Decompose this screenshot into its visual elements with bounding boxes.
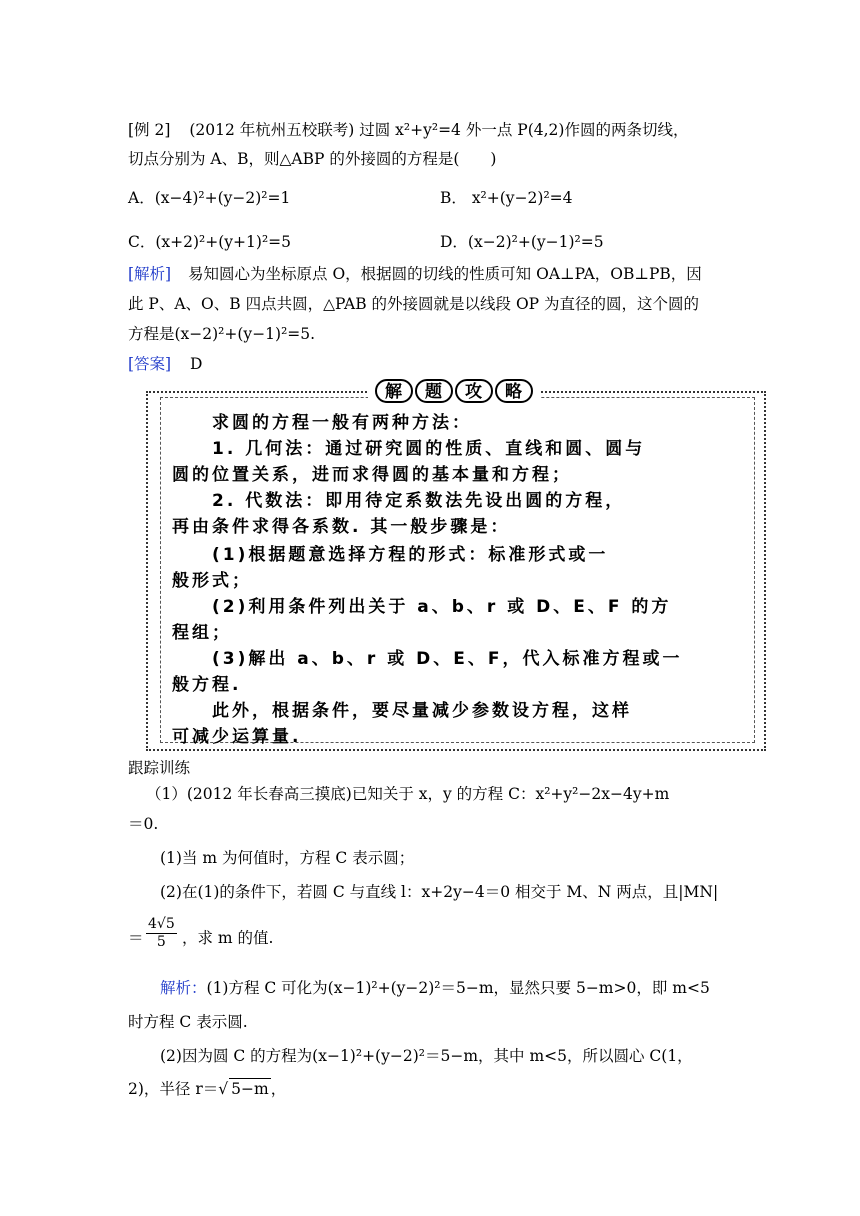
badge-char-1: 解 — [375, 379, 413, 403]
badge-char-2: 题 — [415, 379, 453, 403]
example-stem-first: 过圆 x²+y²=4 外一点 P(4,2)作圆的两条切线， — [359, 121, 689, 139]
option-d: D．(x−2)²+(y−1)²=5 — [440, 233, 604, 251]
option-a: A．(x−4)²+(y−2)²=1 — [128, 189, 291, 207]
example-stem-line2: 切点分别为 A、B，则△ABP 的外接圆的方程是( ) — [128, 150, 497, 168]
strategy-badge — [368, 377, 540, 405]
strategy-line-1: 求圆的方程一般有两种方法： — [212, 413, 472, 433]
strategy-line-2: 1. 几何法：通过研究圆的性质、直线和圆、圆与 — [212, 439, 646, 459]
strategy-line-8: (2)利用条件列出关于 a、b、r 或 D、E、F 的方 — [212, 597, 672, 617]
strategy-line-9: 程组； — [172, 623, 232, 643]
strategy-line-11: 般方程. — [172, 675, 242, 695]
practice-eq-prefix: ＝ — [128, 929, 144, 947]
analysis-tag: [解析] — [128, 265, 172, 283]
strategy-line-7: 般形式； — [172, 571, 252, 591]
sqrt-sign: √ — [218, 1080, 229, 1098]
practice-heading: 跟踪训练 — [128, 759, 191, 777]
strategy-line-13: 可减少运算量. — [172, 727, 302, 747]
answer-tag: [答案] — [128, 355, 172, 373]
sqrt-radicand: 5−m — [231, 1080, 269, 1098]
example-source: (2012 年杭州五校联考) — [189, 121, 355, 139]
solution-line4-prefix: 2)，半径 r＝ — [128, 1080, 219, 1098]
answer-value: D — [190, 355, 203, 373]
answer-line — [128, 354, 202, 374]
practice-part2: (2)在(1)的条件下，若圆 C 与直线 l：x+2y−4＝0 相交于 M、N 两点，且|MN| — [160, 883, 719, 901]
fraction-numerator: 4√5 — [148, 916, 175, 932]
analysis-line2: 此 P、A、O、B 四点共圆，△PAB 的外接圆就是以线段 OP 为直径的圆，这个圆的 — [128, 295, 700, 313]
example-tag: [例 2] — [128, 121, 171, 139]
strategy-line-5: 再由条件求得各系数. 其一般步骤是： — [172, 517, 511, 537]
solution-line3: (2)因为圆 C 的方程为(x−1)²+(y−2)²＝5−m，其中 m<5，所以圆心 C(1， — [160, 1047, 693, 1065]
strategy-line-10: (3)解出 a、b、r 或 D、E、F，代入标准方程或一 — [212, 649, 683, 669]
option-b: B． x²+(y−2)²=4 — [440, 189, 573, 207]
badge-char-3: 攻 — [455, 379, 493, 403]
strategy-line-3: 圆的位置关系，进而求得圆的基本量和方程； — [172, 465, 572, 485]
analysis-line3: 方程是(x−2)²+(y−1)²=5. — [128, 325, 316, 343]
mn-length-fraction — [146, 916, 177, 951]
solution-line4 — [128, 1078, 286, 1099]
option-c: C．(x+2)²+(y+1)²=5 — [128, 233, 292, 251]
analysis-text1: 易知圆心为坐标原点 O，根据圆的切线的性质可知 OA⊥PA，OB⊥PB，因 — [188, 265, 702, 283]
solution-line1 — [160, 978, 710, 998]
strategy-line-6: (1)根据题意选择方程的形式：标准形式或一 — [212, 545, 609, 565]
practice-question-line1: （1）(2012 年长春高三摸底)已知关于 x，y 的方程 C：x²+y²−2x−4y+m — [146, 785, 670, 803]
badge-char-4: 略 — [495, 379, 533, 403]
analysis-line1 — [128, 264, 702, 284]
practice-eq-suffix: ，求 m 的值. — [182, 929, 274, 947]
strategy-line-4: 2. 代数法：即用待定系数法先设出圆的方程， — [212, 491, 626, 511]
example-stem-line1 — [128, 120, 688, 140]
solution-text1: (1)方程 C 可化为(x−1)²+(y−2)²＝5−m，显然只要 5−m>0，即 m<5 — [206, 979, 710, 997]
practice-question-line2: ＝0. — [128, 815, 159, 833]
practice-part1: (1)当 m 为何值时，方程 C 表示圆； — [160, 849, 415, 867]
strategy-line-12: 此外，根据条件，要尽量减少参数设方程，这样 — [212, 701, 632, 721]
solution-line4-suffix: ， — [270, 1080, 287, 1098]
solution-line2: 时方程 C 表示圆. — [128, 1013, 248, 1031]
solution-tag: 解析： — [160, 979, 207, 997]
fraction-denominator: 5 — [156, 934, 166, 950]
